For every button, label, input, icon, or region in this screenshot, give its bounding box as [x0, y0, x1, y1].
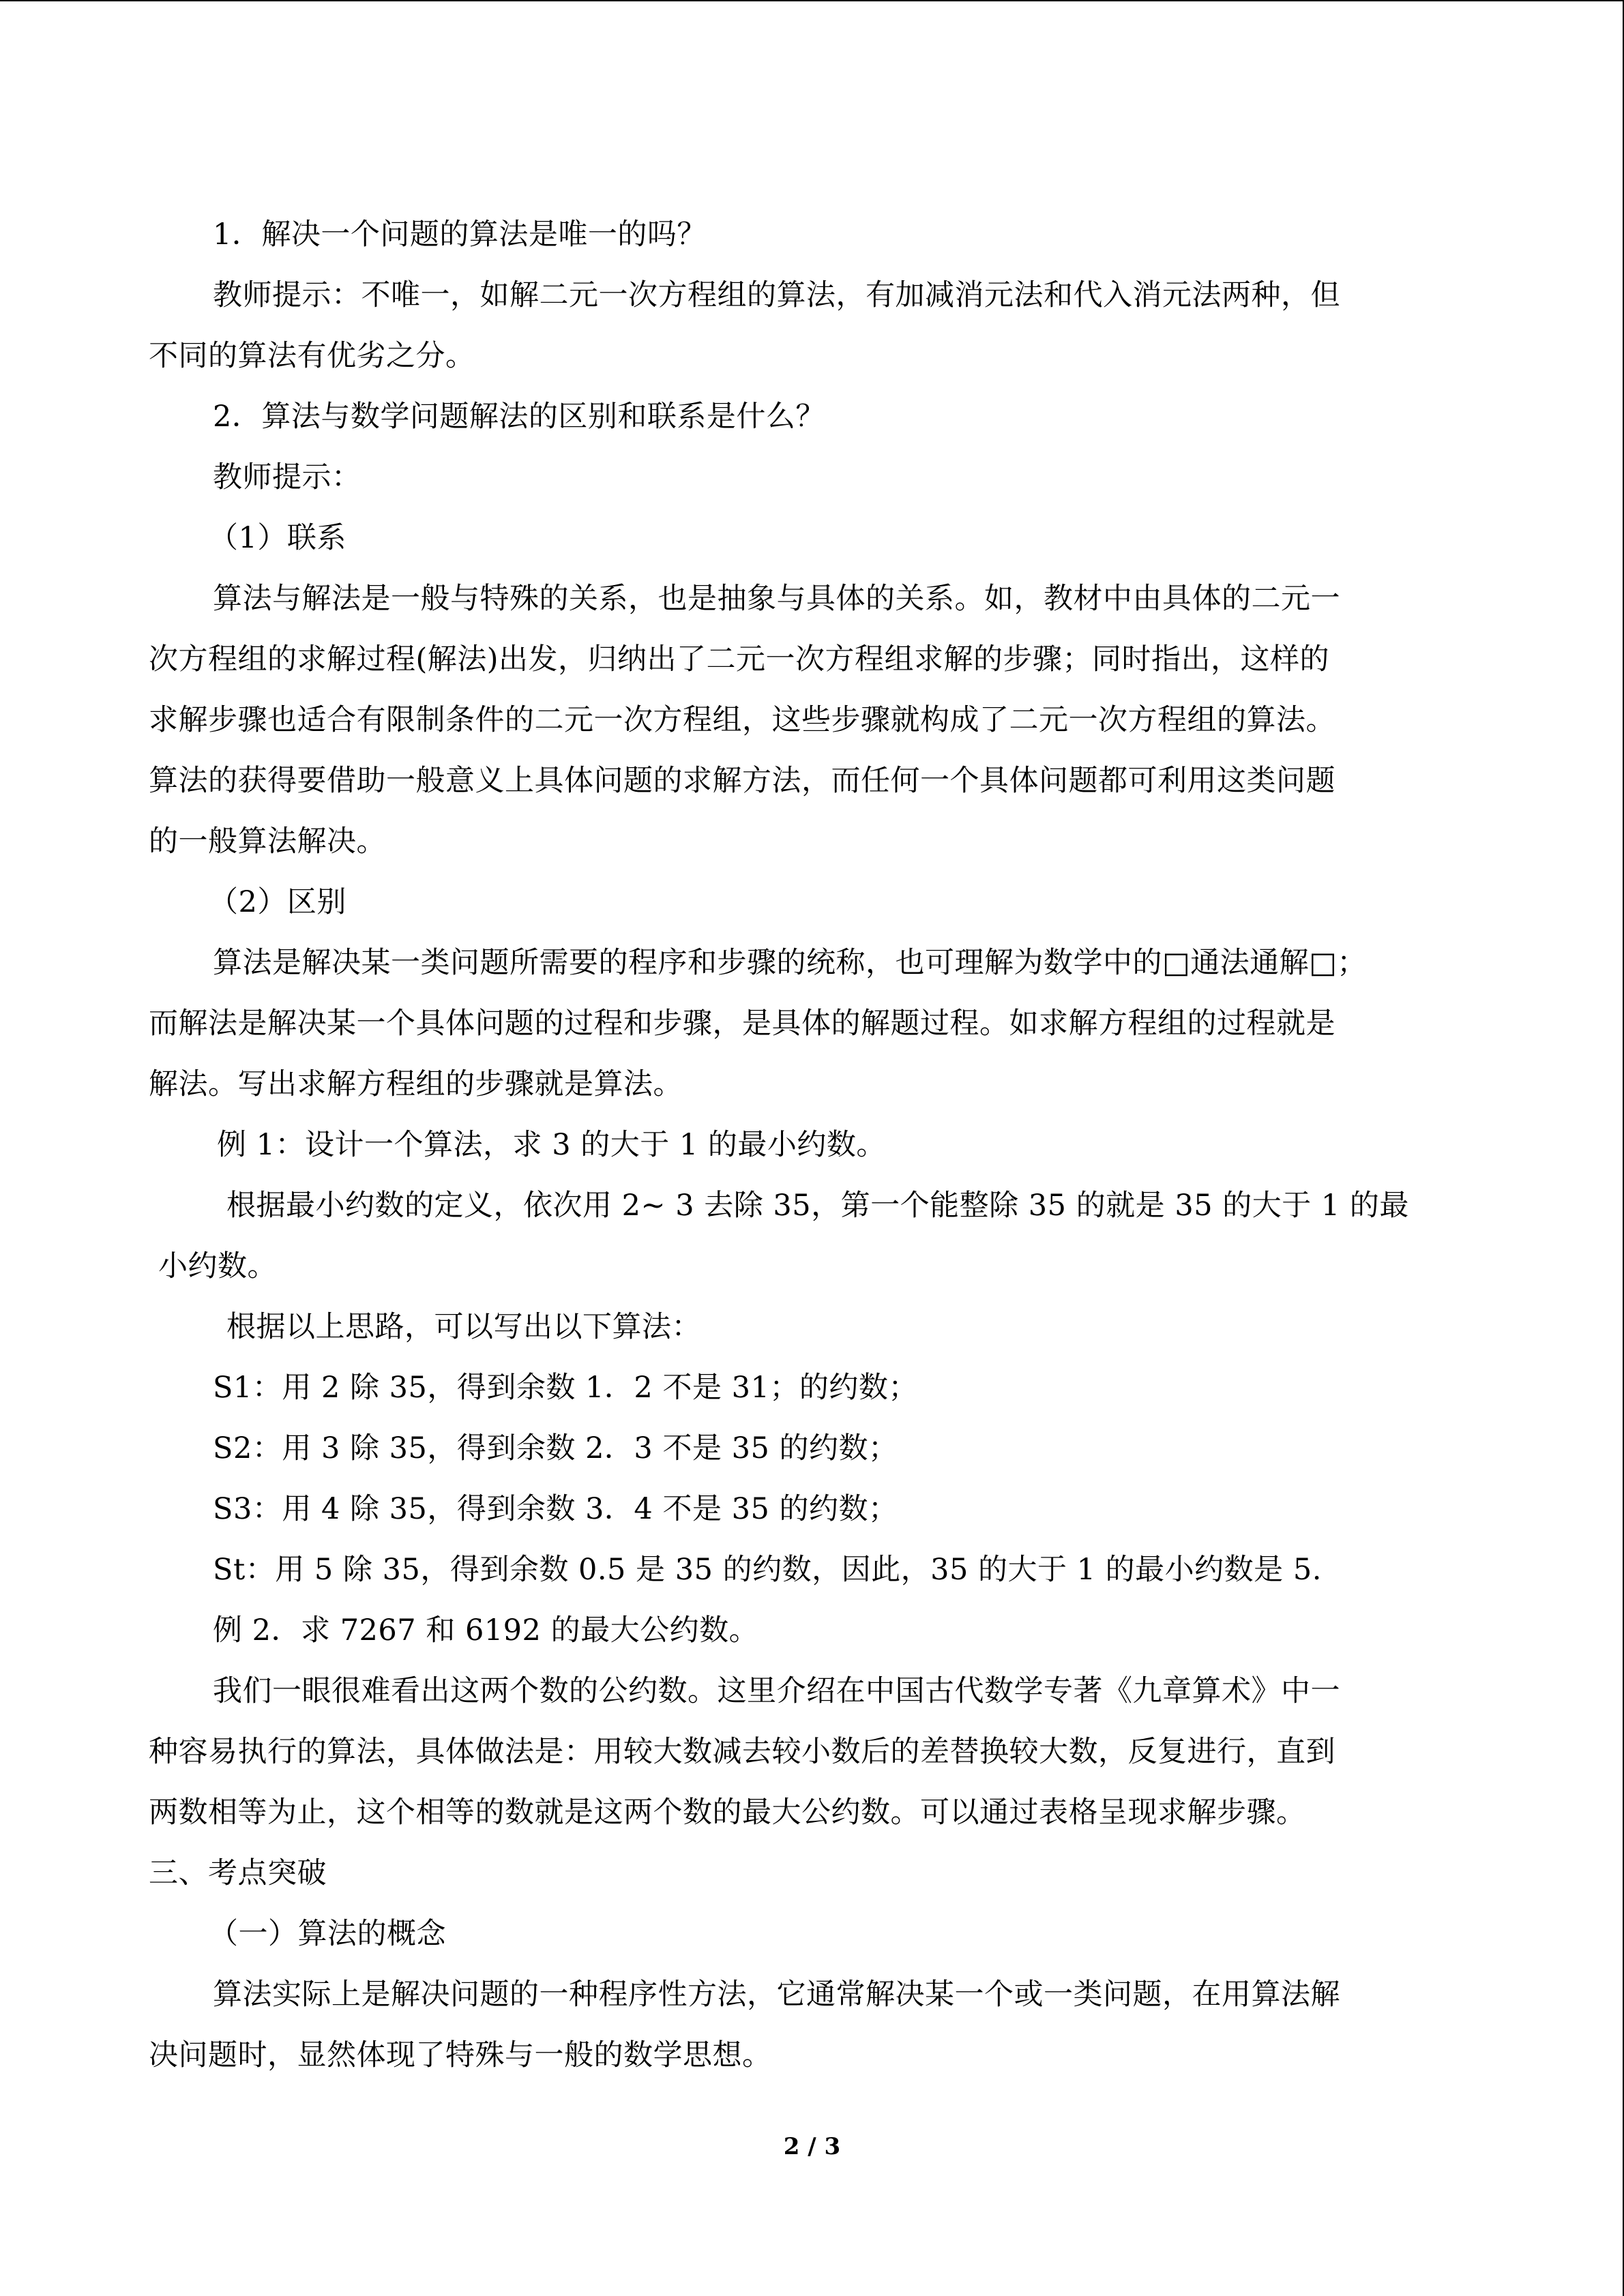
question-2: 2．算法与数学问题解法的区别和联系是什么？ [213, 400, 825, 434]
step-s2: S2：用 3 除 35，得到余数 2．3 不是 35 的约数； [213, 1431, 898, 1465]
concept-paragraph: 算法实际上是解决问题的一种程序性方法，它通常解决某一个或一类问题，在用算法解 [213, 1978, 1340, 2012]
section-3-1-heading: （一）算法的概念 [209, 1917, 446, 1951]
relation-paragraph-line2: 次方程组的求解过程(解法)出发，归纳出了二元一次方程组求解的步骤；同时指出，这样的 [149, 642, 1330, 676]
page-number: 2 / 3 [783, 2133, 841, 2160]
example-1-idea: 根据最小约数的定义，依次用 2~ 3 去除 35，第一个能整除 35 的就是 35 的大于 1 的最 [226, 1189, 1409, 1223]
relation-paragraph: 算法与解法是一般与特殊的关系，也是抽象与具体的关系。如，教材中由具体的二元一 [213, 582, 1340, 616]
concept-paragraph-line2: 决问题时，显然体现了特殊与一般的数学思想。 [149, 2038, 772, 2072]
question-1: 1．解决一个问题的算法是唯一的吗？ [213, 218, 707, 252]
relation-paragraph-line5: 的一般算法解决。 [149, 824, 386, 859]
example-1-title: 例 1：设计一个算法，求 3 的大于 1 的最小约数。 [217, 1128, 886, 1162]
example-2-title: 例 2．求 7267 和 6192 的最大公约数。 [213, 1613, 759, 1648]
relation-paragraph-line3: 求解步骤也适合有限制条件的二元一次方程组，这些步骤就构成了二元一次方程组的算法。 [149, 703, 1335, 737]
teacher-hint-1-cont: 不同的算法有优劣之分。 [149, 339, 475, 373]
step-s1: S1：用 2 除 35，得到余数 1．2 不是 31；的约数； [213, 1371, 918, 1405]
teacher-hint-1: 教师提示：不唯一，如解二元一次方程组的算法，有加减消元法和代入消元法两种，但 [213, 278, 1340, 312]
example-1-algorithm-intro: 根据以上思路，可以写出以下算法： [226, 1310, 701, 1344]
section-3-heading: 三、考点突破 [149, 1856, 327, 1890]
teacher-hint-2: 教师提示： [213, 460, 361, 494]
subheading-difference: （2）区别 [209, 885, 346, 919]
example-2-paragraph-line3: 两数相等为止，这个相等的数就是这两个数的最大公约数。可以通过表格呈现求解步骤。 [149, 1795, 1306, 1830]
relation-paragraph-line4: 算法的获得要借助一般意义上具体问题的求解方法，而任何一个具体问题都可利用这类问题 [149, 764, 1335, 798]
difference-paragraph-line2: 而解法是解决某一个具体问题的过程和步骤，是具体的解题过程。如求解方程组的过程就是 [149, 1007, 1335, 1041]
difference-paragraph-line3: 解法。写出求解方程组的步骤就是算法。 [149, 1067, 683, 1101]
example-1-idea-cont: 小约数。 [158, 1249, 277, 1283]
subheading-relation: （1）联系 [209, 521, 346, 555]
document-body [149, 205, 1458, 2086]
example-2-paragraph-line2: 种容易执行的算法，具体做法是：用较大数减去较小数后的差替换较大数，反复进行，直到 [149, 1735, 1335, 1769]
example-2-paragraph: 我们一眼很难看出这两个数的公约数。这里介绍在中国古代数学专著《九章算术》中一 [213, 1674, 1340, 1708]
step-st: St：用 5 除 35，得到余数 0.5 是 35 的约数，因此，35 的大于 1 的最小约数是 5. [213, 1553, 1322, 1587]
step-s3: S3：用 4 除 35，得到余数 3．4 不是 35 的约数； [213, 1492, 898, 1526]
difference-paragraph: 算法是解决某一类问题所需要的程序和步骤的统称，也可理解为数学中的□通法通解□； [213, 946, 1367, 980]
